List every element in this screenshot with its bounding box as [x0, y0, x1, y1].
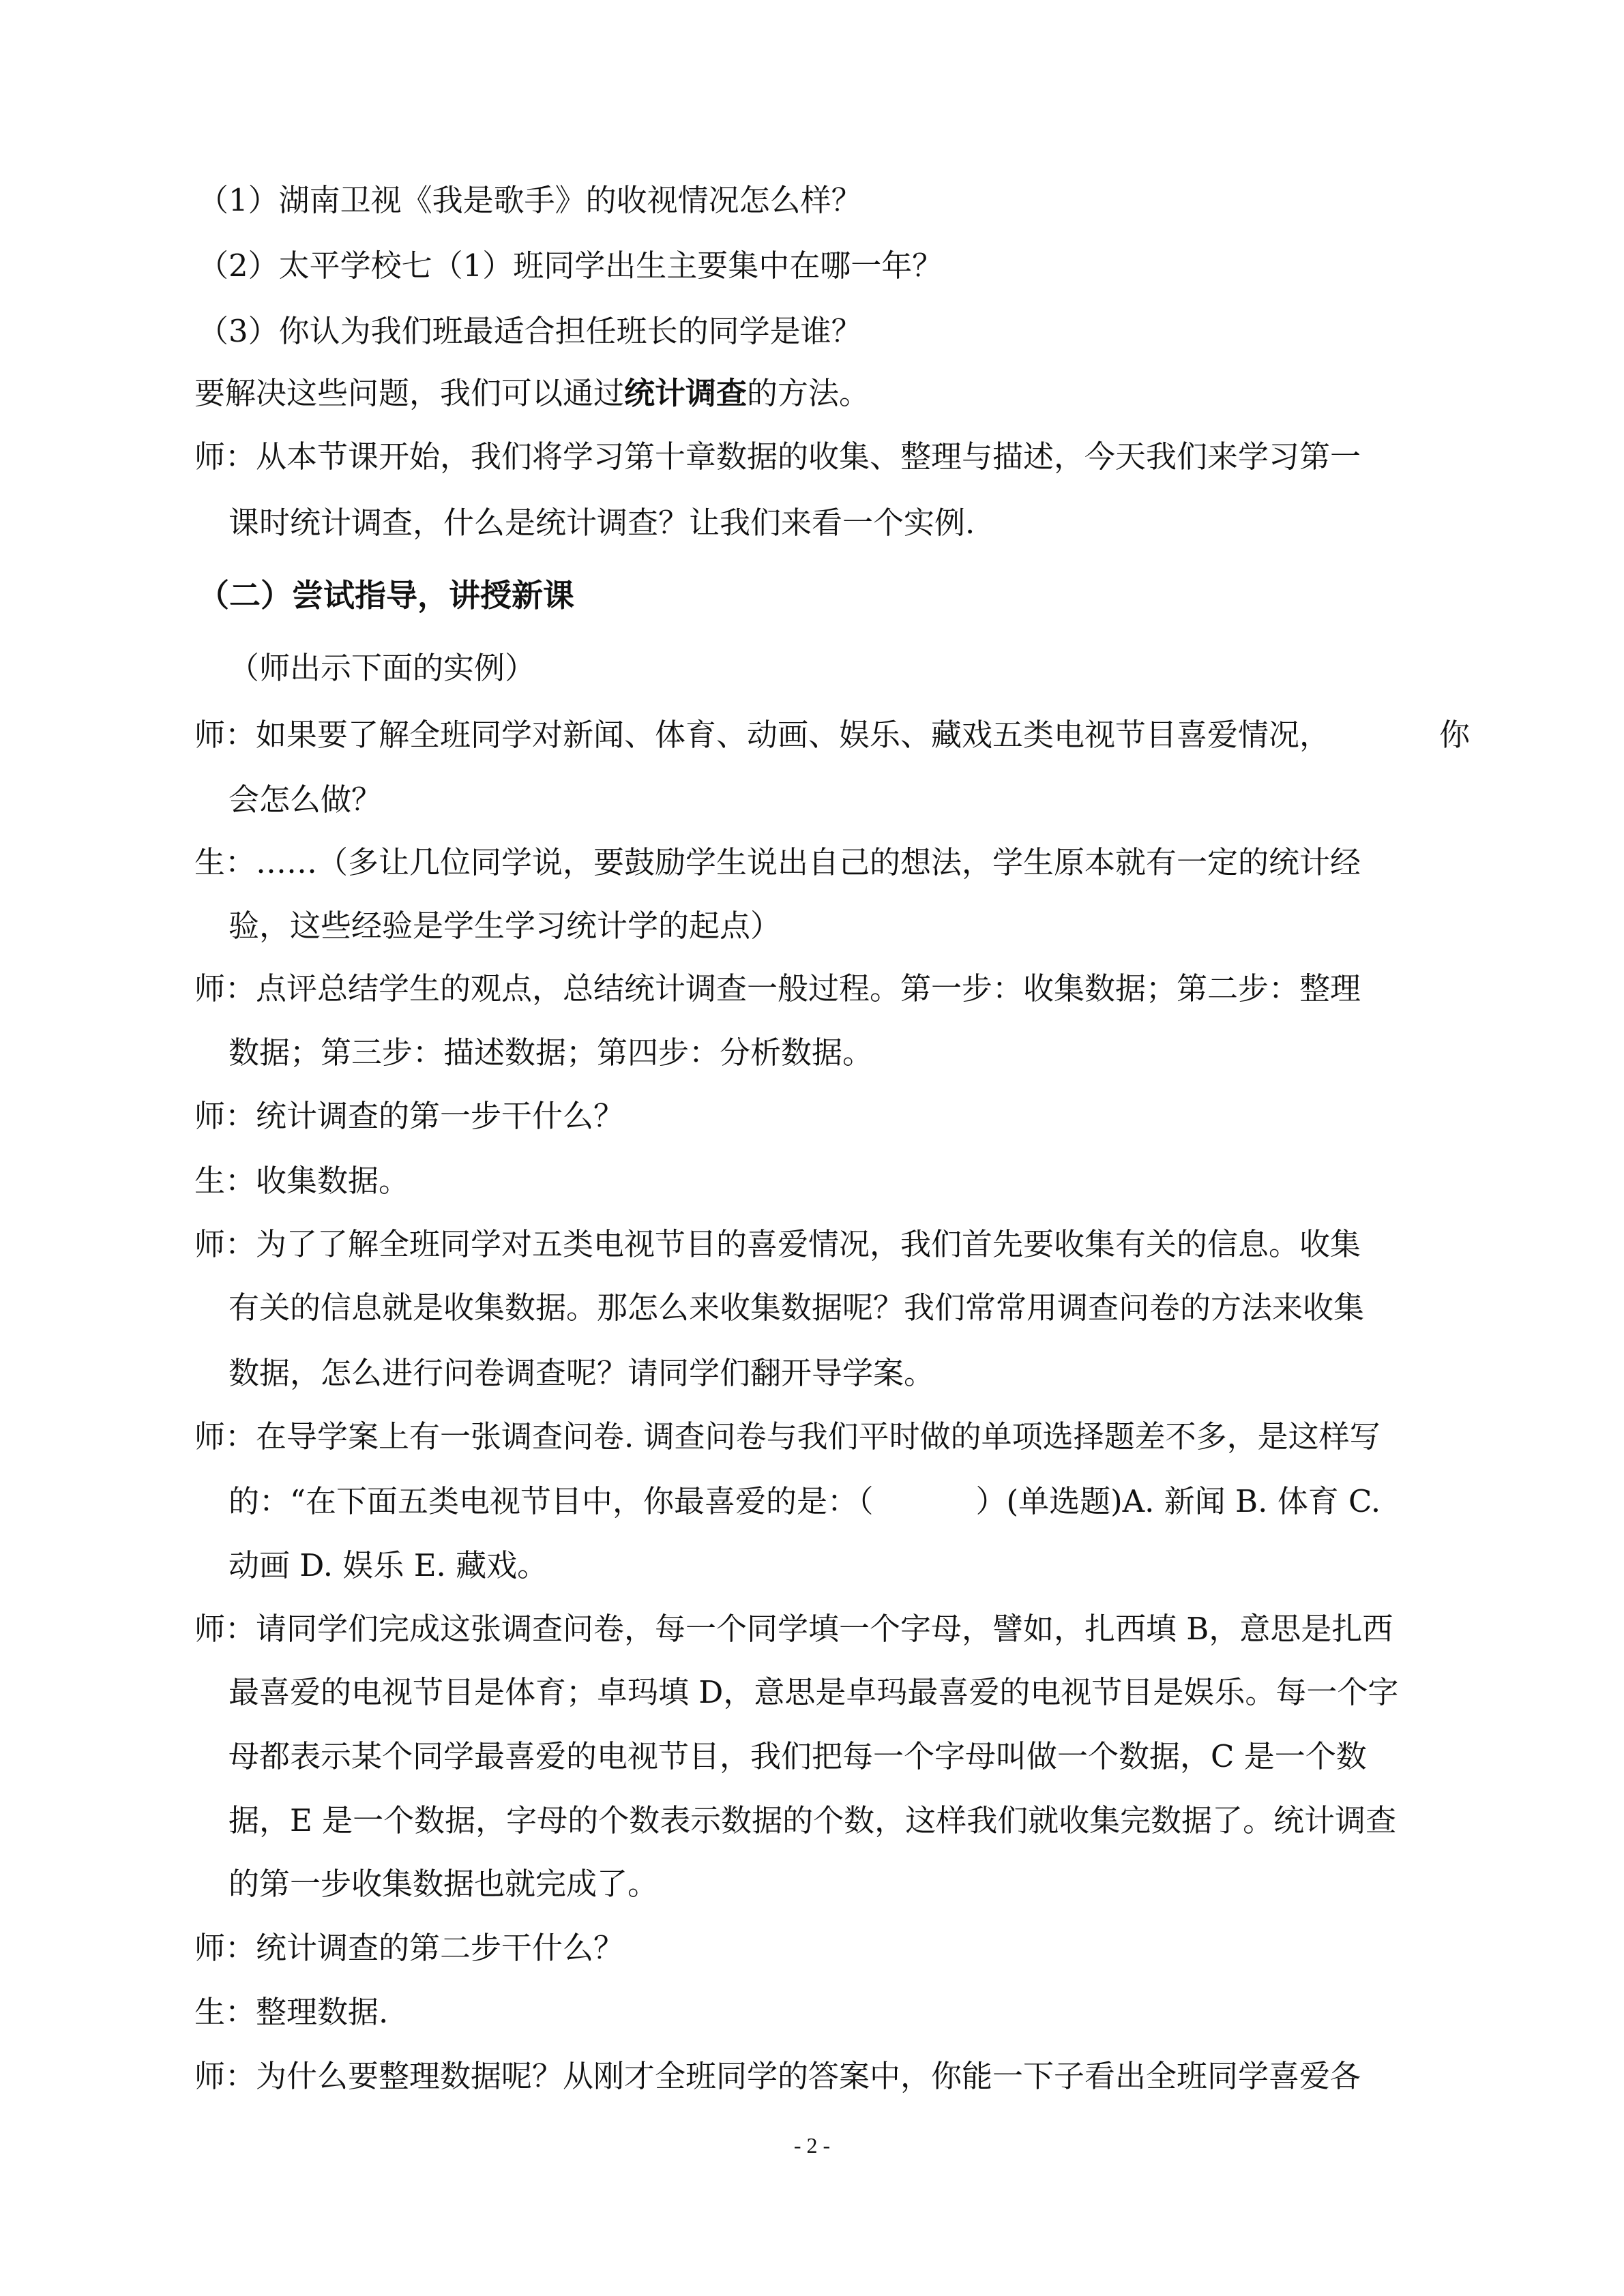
teacher-steps-line-2: 数据；第三步：描述数据；第四步：分析数据。 [228, 1034, 874, 1071]
question-if-cont: 会怎么做？ [228, 781, 383, 818]
intro-line-2: 课时统计调查，什么是统计调查？让我们来看一个实例. [228, 505, 975, 541]
question-2: （2）太平学校七（1）班同学出生主要集中在哪一年？ [198, 248, 943, 284]
page-number: - 2 - [793, 2133, 831, 2158]
questionnaire-line-2a: 的：“在下面五类电视节目中，你最喜爱的是：（ [228, 1483, 874, 1519]
why-line: 师：为什么要整理数据呢？从刚才全班同学的答案中，你能一下子看出全班同学喜爱各 [194, 2058, 1361, 2094]
question-second-step: 师：统计调查的第二步干什么？ [194, 1930, 625, 1966]
questionnaire-line-2b: ）(单选题)A. 新闻 B. 体育 C. [975, 1483, 1381, 1519]
section-heading: （二）尝试指导，讲授新课 [198, 577, 574, 614]
fill-line-2: 最喜爱的电视节目是体育；卓玛填 D，意思是卓玛最喜爱的电视节目是娱乐。每一个字 [228, 1674, 1399, 1710]
fill-line-5: 的第一步收集数据也就完成了。 [228, 1866, 659, 1902]
question-first-step: 师：统计调查的第一步干什么？ [194, 1098, 625, 1134]
question-1: （1）湖南卫视《我是歌手》的收视情况怎么样？ [198, 182, 862, 218]
question-3: （3）你认为我们班最适合担任班长的同学是谁？ [198, 313, 862, 349]
teacher-steps-line-1: 师：点评总结学生的观点，总结统计调查一般过程。第一步：收集数据；第二步：整理 [194, 970, 1361, 1007]
example-note: （师出示下面的实例） [228, 650, 536, 686]
solve-line-before: 要解决这些问题，我们可以通过 [194, 375, 625, 411]
question-if-main: 师：如果要了解全班同学对新闻、体育、动画、娱乐、藏戏五类电视节目喜爱情况， [194, 717, 1331, 753]
fill-line-1: 师：请同学们完成这张调查问卷，每一个同学填一个字母，譬如，扎西填 B，意思是扎西 [194, 1611, 1393, 1647]
fill-line-4: 据，E 是一个数据，字母的个数表示数据的个数，这样我们就收集完数据了。统计调查 [228, 1802, 1397, 1838]
student-answer-1-line-2: 验，这些经验是学生学习统计学的起点） [228, 908, 782, 944]
question-if-tail: 你 [1438, 717, 1470, 753]
fill-line-3: 母都表示某个同学最喜爱的电视节目，我们把每一个字母叫做一个数据，C 是一个数 [228, 1738, 1367, 1774]
questionnaire-line-1: 师：在导学案上有一张调查问卷. 调查问卷与我们平时做的单项选择题差不多，是这样写 [194, 1418, 1381, 1455]
collect-line-2: 有关的信息就是收集数据。那怎么来收集数据呢？我们常常用调查问卷的方法来收集 [228, 1289, 1365, 1326]
statistical-survey-term: 统计调查 [624, 375, 748, 411]
answer-first-step: 生：收集数据。 [194, 1163, 410, 1199]
intro-line-1: 师：从本节课开始，我们将学习第十章数据的收集、整理与描述，今天我们来学习第一 [194, 438, 1361, 475]
question-if-line [194, 715, 1470, 756]
questionnaire-line-3: 动画 D. 娱乐 E. 藏戏。 [228, 1547, 548, 1583]
student-answer-1-line-1: 生：……（多让几位同学说，要鼓励学生说出自己的想法，学生原本就有一定的统计经 [194, 844, 1361, 880]
collect-line-1: 师：为了了解全班同学对五类电视节目的喜爱情况，我们首先要收集有关的信息。收集 [194, 1226, 1361, 1262]
questionnaire-line-2 [228, 1481, 1381, 1522]
collect-line-3: 数据，怎么进行问卷调查呢？请同学们翻开导学案。 [228, 1355, 935, 1391]
answer-second-step: 生：整理数据. [194, 1994, 389, 2030]
solve-line-after: 的方法。 [747, 375, 870, 411]
solve-line [194, 373, 870, 414]
